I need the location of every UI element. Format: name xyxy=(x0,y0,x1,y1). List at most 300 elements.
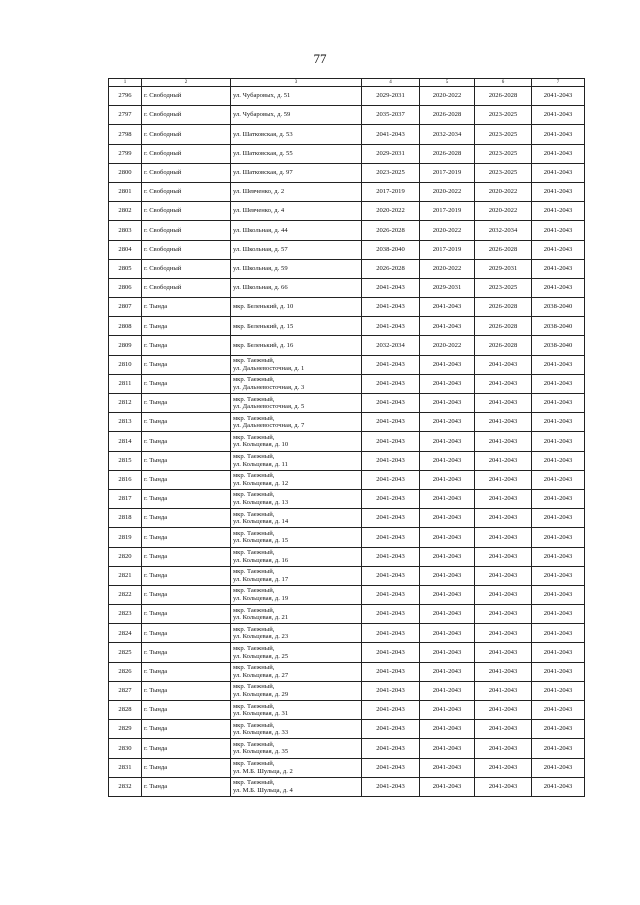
table-row xyxy=(109,432,585,451)
table-row xyxy=(109,317,585,336)
table-row xyxy=(109,163,585,182)
address-line: мкр. Таежный, xyxy=(233,683,275,691)
address-line: мкр. Таежный, xyxy=(233,549,275,556)
period-cell: 2041-2043 xyxy=(420,509,475,528)
address-cell xyxy=(231,374,362,393)
address-cell xyxy=(231,547,362,566)
period-cell: 2041-2043 xyxy=(475,585,532,604)
table-row xyxy=(109,298,585,317)
period-cell: 2041-2043 xyxy=(532,374,585,393)
table-row xyxy=(109,720,585,739)
period-cell: 2041-2043 xyxy=(420,662,475,681)
period-cell: 2041-2043 xyxy=(420,605,475,624)
period-cell: 2041-2043 xyxy=(532,662,585,681)
row-number: 2813 xyxy=(109,413,142,432)
column-number: 3 xyxy=(231,79,362,87)
address-line: ул. Дальневосточная, д. 3 xyxy=(233,383,305,391)
period-cell: 2041-2043 xyxy=(475,720,532,739)
address-cell xyxy=(231,643,362,662)
period-cell: 2026-2028 xyxy=(475,317,532,336)
period-cell: 2041-2043 xyxy=(532,432,585,451)
address-cell xyxy=(231,163,362,182)
address-line: ул. Кольцевая, д. 15 xyxy=(233,537,289,545)
address-cell xyxy=(231,144,362,163)
period-cell: 2041-2043 xyxy=(362,758,420,777)
address-line: ул. Чубаровых, д. 51 xyxy=(233,92,291,100)
settlement-cell: г. Свободный xyxy=(142,259,231,278)
row-number: 2814 xyxy=(109,432,142,451)
period-cell: 2023-2025 xyxy=(475,106,532,125)
address-line: ул. Кольцевая, д. 14 xyxy=(233,518,289,526)
address-line: мкр. Таежный, xyxy=(233,376,275,384)
address-cell xyxy=(231,758,362,777)
period-cell: 2023-2025 xyxy=(475,278,532,297)
row-number: 2817 xyxy=(109,489,142,508)
period-cell: 2041-2043 xyxy=(420,355,475,374)
row-number: 2829 xyxy=(109,720,142,739)
period-cell: 2041-2043 xyxy=(475,413,532,432)
address-line: ул. Кольцевая, д. 23 xyxy=(233,633,289,641)
settlement-cell: г. Тында xyxy=(142,528,231,547)
table-body xyxy=(109,79,585,797)
period-cell: 2026-2028 xyxy=(362,259,420,278)
period-cell: 2041-2043 xyxy=(532,624,585,643)
period-cell: 2041-2043 xyxy=(475,374,532,393)
row-number: 2796 xyxy=(109,87,142,106)
row-number: 2810 xyxy=(109,355,142,374)
settlement-cell: г. Свободный xyxy=(142,202,231,221)
period-cell: 2041-2043 xyxy=(362,509,420,528)
period-cell: 2020-2022 xyxy=(420,182,475,201)
settlement-cell: г. Свободный xyxy=(142,221,231,240)
address-cell xyxy=(231,298,362,317)
period-cell: 2020-2022 xyxy=(420,221,475,240)
period-cell: 2041-2043 xyxy=(362,317,420,336)
table-row xyxy=(109,777,585,796)
address-line: ул. Кольцевая, д. 10 xyxy=(233,441,289,449)
period-cell: 2041-2043 xyxy=(532,547,585,566)
address-line: ул. Дальневосточная, д. 1 xyxy=(233,364,305,372)
settlement-cell: г. Свободный xyxy=(142,278,231,297)
table-row xyxy=(109,278,585,297)
period-cell: 2041-2043 xyxy=(362,394,420,413)
column-number: 1 xyxy=(109,79,142,87)
period-cell: 2041-2043 xyxy=(475,394,532,413)
table-row xyxy=(109,624,585,643)
settlement-cell: г. Тында xyxy=(142,777,231,796)
address-line: ул. Школьная, д. 57 xyxy=(233,245,288,253)
table-row xyxy=(109,489,585,508)
address-cell xyxy=(231,336,362,355)
table-row xyxy=(109,221,585,240)
address-cell xyxy=(231,720,362,739)
table-row xyxy=(109,336,585,355)
period-cell: 2041-2043 xyxy=(532,585,585,604)
row-number: 2798 xyxy=(109,125,142,144)
address-line: мкр. Таежный, xyxy=(233,395,275,403)
row-number: 2827 xyxy=(109,681,142,700)
period-cell: 2041-2043 xyxy=(362,355,420,374)
address-line: ул. Кольцевая, д. 17 xyxy=(233,575,289,583)
address-line: ул. М.Б. Шульца, д. 2 xyxy=(233,767,293,775)
address-line: мкр. Таежный, xyxy=(233,779,275,787)
address-line: мкр. Таежный, xyxy=(233,433,275,441)
period-cell: 2041-2043 xyxy=(532,566,585,585)
row-number: 2802 xyxy=(109,202,142,221)
period-cell: 2038-2040 xyxy=(532,336,585,355)
period-cell: 2041-2043 xyxy=(532,451,585,470)
row-number: 2824 xyxy=(109,624,142,643)
period-cell: 2041-2043 xyxy=(420,317,475,336)
address-line: мкр. Таежный, xyxy=(233,472,275,480)
period-cell: 2041-2043 xyxy=(475,451,532,470)
period-cell: 2041-2043 xyxy=(362,125,420,144)
row-number: 2799 xyxy=(109,144,142,163)
column-number: 7 xyxy=(532,79,585,87)
address-line: ул. Кольцевая, д. 11 xyxy=(233,460,288,468)
address-line: ул. Кольцевая, д. 27 xyxy=(233,671,289,679)
address-cell xyxy=(231,605,362,624)
row-number: 2811 xyxy=(109,374,142,393)
address-cell xyxy=(231,355,362,374)
table-row xyxy=(109,125,585,144)
period-cell: 2017-2019 xyxy=(420,202,475,221)
row-number: 2819 xyxy=(109,528,142,547)
period-cell: 2041-2043 xyxy=(420,681,475,700)
period-cell: 2041-2043 xyxy=(420,413,475,432)
period-cell: 2041-2043 xyxy=(362,662,420,681)
address-line: ул. Кольцевая, д. 25 xyxy=(233,652,289,660)
settlement-cell: г. Тында xyxy=(142,355,231,374)
address-line: мкр. Таежный, xyxy=(233,414,275,422)
period-cell: 2041-2043 xyxy=(475,566,532,585)
period-cell: 2041-2043 xyxy=(532,125,585,144)
settlement-cell: г. Тында xyxy=(142,681,231,700)
row-number: 2832 xyxy=(109,777,142,796)
period-cell: 2041-2043 xyxy=(420,451,475,470)
address-line: ул. Кольцевая, д. 21 xyxy=(233,614,289,622)
table-row xyxy=(109,739,585,758)
period-cell: 2041-2043 xyxy=(532,681,585,700)
row-number: 2804 xyxy=(109,240,142,259)
column-number-row xyxy=(109,79,585,87)
settlement-cell: г. Тында xyxy=(142,336,231,355)
period-cell: 2041-2043 xyxy=(475,624,532,643)
address-line: мкр. Таежный, xyxy=(233,606,275,614)
address-line: ул. Шатковская, д. 55 xyxy=(233,149,293,157)
period-cell: 2041-2043 xyxy=(532,739,585,758)
address-line: ул. Кольцевая, д. 33 xyxy=(233,729,289,737)
settlement-cell: г. Свободный xyxy=(142,163,231,182)
table-row xyxy=(109,394,585,413)
period-cell: 2041-2043 xyxy=(532,221,585,240)
address-line: ул. Шатковская, д. 53 xyxy=(233,130,293,138)
period-cell: 2041-2043 xyxy=(475,662,532,681)
period-cell: 2041-2043 xyxy=(475,547,532,566)
period-cell: 2023-2025 xyxy=(362,163,420,182)
address-cell xyxy=(231,662,362,681)
settlement-cell: г. Тында xyxy=(142,566,231,585)
address-line: ул. Кольцевая, д. 16 xyxy=(233,556,289,564)
period-cell: 2041-2043 xyxy=(362,643,420,662)
period-cell: 2026-2028 xyxy=(475,298,532,317)
period-cell: 2020-2022 xyxy=(475,202,532,221)
period-cell: 2041-2043 xyxy=(362,451,420,470)
period-cell: 2041-2043 xyxy=(362,298,420,317)
address-line: ул. Шевченко, д. 4 xyxy=(233,207,285,215)
period-cell: 2041-2043 xyxy=(362,528,420,547)
address-line: мкр. Таежный, xyxy=(233,357,275,365)
period-cell: 2023-2025 xyxy=(475,125,532,144)
address-cell xyxy=(231,585,362,604)
period-cell: 2041-2043 xyxy=(420,470,475,489)
address-line: ул. Дальневосточная, д. 7 xyxy=(233,422,305,430)
row-number: 2815 xyxy=(109,451,142,470)
period-cell: 2041-2043 xyxy=(475,739,532,758)
period-cell: 2020-2022 xyxy=(420,259,475,278)
period-cell: 2041-2043 xyxy=(420,643,475,662)
period-cell: 2041-2043 xyxy=(475,701,532,720)
period-cell: 2041-2043 xyxy=(420,758,475,777)
row-number: 2830 xyxy=(109,739,142,758)
period-cell: 2041-2043 xyxy=(532,394,585,413)
period-cell: 2041-2043 xyxy=(420,777,475,796)
address-cell xyxy=(231,87,362,106)
period-cell: 2041-2043 xyxy=(475,489,532,508)
period-cell: 2041-2043 xyxy=(532,528,585,547)
table-row xyxy=(109,413,585,432)
address-line: мкр. Беленький, д. 15 xyxy=(233,322,294,330)
period-cell: 2041-2043 xyxy=(532,144,585,163)
period-cell: 2029-2031 xyxy=(362,144,420,163)
period-cell: 2041-2043 xyxy=(362,374,420,393)
address-cell xyxy=(231,470,362,489)
address-line: мкр. Беленький, д. 16 xyxy=(233,341,294,349)
settlement-cell: г. Тында xyxy=(142,298,231,317)
column-number: 6 xyxy=(475,79,532,87)
period-cell: 2041-2043 xyxy=(420,394,475,413)
period-cell: 2041-2043 xyxy=(532,202,585,221)
address-line: мкр. Таежный, xyxy=(233,760,275,768)
period-cell: 2041-2043 xyxy=(532,182,585,201)
period-cell: 2026-2028 xyxy=(475,240,532,259)
period-cell: 2020-2022 xyxy=(420,336,475,355)
period-cell: 2017-2019 xyxy=(362,182,420,201)
period-cell: 2041-2043 xyxy=(532,470,585,489)
period-cell: 2041-2043 xyxy=(532,106,585,125)
period-cell: 2041-2043 xyxy=(420,566,475,585)
settlement-cell: г. Тында xyxy=(142,605,231,624)
table-row xyxy=(109,681,585,700)
table-row xyxy=(109,355,585,374)
table-row xyxy=(109,585,585,604)
period-cell: 2038-2040 xyxy=(532,317,585,336)
period-cell: 2032-2034 xyxy=(420,125,475,144)
period-cell: 2041-2043 xyxy=(362,585,420,604)
column-number: 4 xyxy=(362,79,420,87)
period-cell: 2026-2028 xyxy=(362,221,420,240)
period-cell: 2041-2043 xyxy=(532,259,585,278)
period-cell: 2041-2043 xyxy=(420,547,475,566)
settlement-cell: г. Тында xyxy=(142,509,231,528)
period-cell: 2023-2025 xyxy=(475,144,532,163)
settlement-cell: г. Тында xyxy=(142,624,231,643)
table-row xyxy=(109,240,585,259)
table-row xyxy=(109,202,585,221)
address-line: мкр. Таежный, xyxy=(233,702,275,710)
address-cell xyxy=(231,278,362,297)
period-cell: 2020-2022 xyxy=(475,182,532,201)
period-cell: 2041-2043 xyxy=(475,643,532,662)
period-cell: 2041-2043 xyxy=(475,528,532,547)
period-cell: 2041-2043 xyxy=(362,777,420,796)
period-cell: 2041-2043 xyxy=(362,739,420,758)
address-cell xyxy=(231,681,362,700)
period-cell: 2026-2028 xyxy=(475,87,532,106)
address-line: ул. Школьная, д. 59 xyxy=(233,264,288,272)
address-line: ул. Кольцевая, д. 19 xyxy=(233,594,289,602)
address-cell xyxy=(231,489,362,508)
address-cell xyxy=(231,317,362,336)
period-cell: 2032-2034 xyxy=(362,336,420,355)
address-line: ул. Кольцевая, д. 35 xyxy=(233,748,289,756)
address-cell xyxy=(231,394,362,413)
period-cell: 2026-2028 xyxy=(475,336,532,355)
period-cell: 2041-2043 xyxy=(362,489,420,508)
period-cell: 2029-2031 xyxy=(420,278,475,297)
row-number: 2821 xyxy=(109,566,142,585)
settlement-cell: г. Свободный xyxy=(142,240,231,259)
period-cell: 2041-2043 xyxy=(475,432,532,451)
address-cell xyxy=(231,701,362,720)
address-line: мкр. Таежный, xyxy=(233,510,275,518)
address-line: ул. Кольцевая, д. 31 xyxy=(233,710,289,718)
address-cell xyxy=(231,106,362,125)
table-row xyxy=(109,547,585,566)
period-cell: 2041-2043 xyxy=(362,278,420,297)
period-cell: 2035-2037 xyxy=(362,106,420,125)
period-cell: 2041-2043 xyxy=(420,528,475,547)
table-row xyxy=(109,87,585,106)
settlement-cell: г. Тында xyxy=(142,489,231,508)
period-cell: 2029-2031 xyxy=(475,259,532,278)
period-cell: 2041-2043 xyxy=(475,355,532,374)
row-number: 2823 xyxy=(109,605,142,624)
table-row xyxy=(109,106,585,125)
housing-schedule-table xyxy=(108,78,585,797)
address-line: ул. Шатковская, д. 97 xyxy=(233,169,293,177)
period-cell: 2041-2043 xyxy=(532,489,585,508)
period-cell: 2041-2043 xyxy=(362,720,420,739)
address-cell xyxy=(231,240,362,259)
settlement-cell: г. Тында xyxy=(142,547,231,566)
table-row xyxy=(109,451,585,470)
row-number: 2812 xyxy=(109,394,142,413)
period-cell: 2041-2043 xyxy=(475,758,532,777)
period-cell: 2020-2022 xyxy=(362,202,420,221)
period-cell: 2041-2043 xyxy=(532,643,585,662)
period-cell: 2041-2043 xyxy=(475,509,532,528)
row-number: 2831 xyxy=(109,758,142,777)
settlement-cell: г. Свободный xyxy=(142,87,231,106)
period-cell: 2041-2043 xyxy=(532,509,585,528)
address-line: мкр. Таежный, xyxy=(233,625,275,633)
address-line: мкр. Таежный, xyxy=(233,721,275,729)
settlement-cell: г. Тында xyxy=(142,451,231,470)
period-cell: 2023-2025 xyxy=(475,163,532,182)
settlement-cell: г. Свободный xyxy=(142,125,231,144)
address-cell xyxy=(231,182,362,201)
address-line: мкр. Таежный, xyxy=(233,740,275,748)
period-cell: 2041-2043 xyxy=(532,605,585,624)
row-number: 2825 xyxy=(109,643,142,662)
row-number: 2818 xyxy=(109,509,142,528)
table-row xyxy=(109,662,585,681)
settlement-cell: г. Тында xyxy=(142,643,231,662)
address-line: ул. Школьная, д. 66 xyxy=(233,284,288,292)
address-cell xyxy=(231,509,362,528)
period-cell: 2041-2043 xyxy=(362,681,420,700)
row-number: 2809 xyxy=(109,336,142,355)
period-cell: 2041-2043 xyxy=(532,413,585,432)
period-cell: 2041-2043 xyxy=(362,413,420,432)
period-cell: 2041-2043 xyxy=(532,355,585,374)
address-cell xyxy=(231,202,362,221)
period-cell: 2041-2043 xyxy=(532,777,585,796)
period-cell: 2041-2043 xyxy=(532,240,585,259)
row-number: 2800 xyxy=(109,163,142,182)
table-row xyxy=(109,701,585,720)
settlement-cell: г. Тында xyxy=(142,720,231,739)
settlement-cell: г. Тында xyxy=(142,739,231,758)
period-cell: 2041-2043 xyxy=(532,278,585,297)
row-number: 2801 xyxy=(109,182,142,201)
period-cell: 2041-2043 xyxy=(532,701,585,720)
period-cell: 2041-2043 xyxy=(532,163,585,182)
period-cell: 2041-2043 xyxy=(420,432,475,451)
row-number: 2828 xyxy=(109,701,142,720)
address-cell xyxy=(231,777,362,796)
settlement-cell: г. Свободный xyxy=(142,182,231,201)
row-number: 2826 xyxy=(109,662,142,681)
period-cell: 2017-2019 xyxy=(420,240,475,259)
period-cell: 2041-2043 xyxy=(362,547,420,566)
row-number: 2816 xyxy=(109,470,142,489)
period-cell: 2041-2043 xyxy=(420,624,475,643)
period-cell: 2041-2043 xyxy=(532,87,585,106)
period-cell: 2017-2019 xyxy=(420,163,475,182)
period-cell: 2041-2043 xyxy=(475,681,532,700)
period-cell: 2041-2043 xyxy=(532,720,585,739)
address-line: мкр. Таежный, xyxy=(233,453,275,461)
address-line: мкр. Таежный, xyxy=(233,587,275,595)
address-line: ул. Дальневосточная, д. 5 xyxy=(233,403,305,411)
address-cell xyxy=(231,528,362,547)
address-line: мкр. Таежный, xyxy=(233,491,275,499)
period-cell: 2041-2043 xyxy=(420,701,475,720)
address-cell xyxy=(231,259,362,278)
row-number: 2805 xyxy=(109,259,142,278)
period-cell: 2041-2043 xyxy=(475,777,532,796)
row-number: 2807 xyxy=(109,298,142,317)
table-row xyxy=(109,566,585,585)
period-cell: 2038-2040 xyxy=(532,298,585,317)
address-line: мкр. Таежный, xyxy=(233,568,275,576)
address-line: ул. М.Б. Шульца, д. 4 xyxy=(233,786,293,794)
row-number: 2803 xyxy=(109,221,142,240)
table-row xyxy=(109,470,585,489)
period-cell: 2020-2022 xyxy=(420,87,475,106)
